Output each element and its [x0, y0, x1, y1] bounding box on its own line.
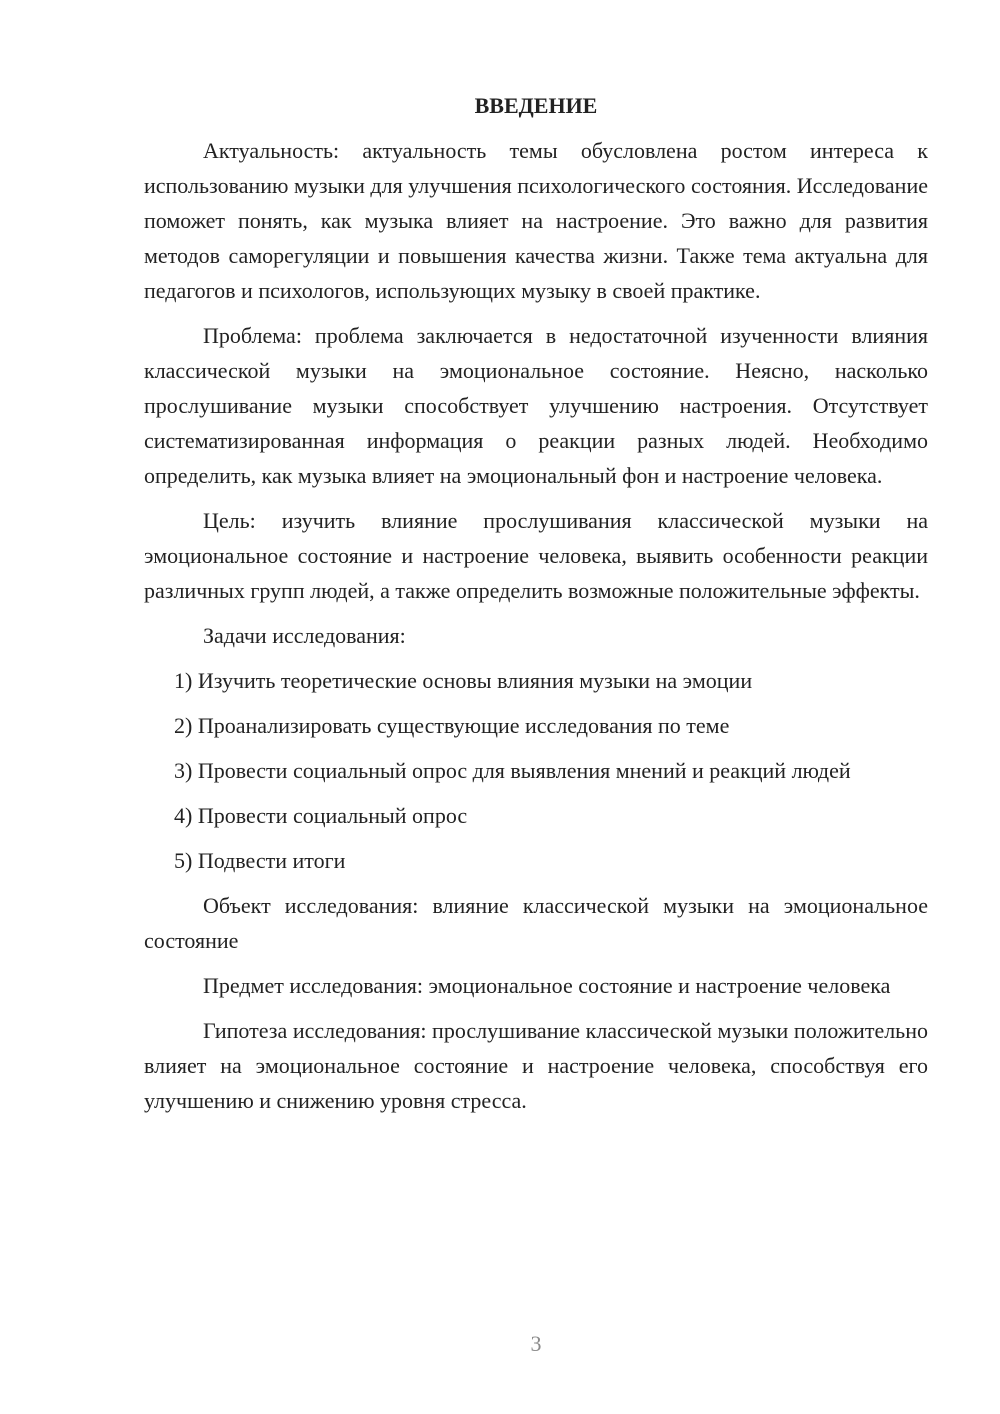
document-page [144, 88, 928, 1118]
task-item: 5) Подвести итоги [174, 848, 346, 873]
page-number: 3 [530, 1331, 542, 1356]
task-item: 2) Проанализировать существующие исследования по теме [174, 713, 730, 738]
task-item: 3) Провести социальный опрос для выявления мнений и реакций людей [174, 758, 851, 783]
goal-paragraph: Цель: изучить влияние прослушивания классической музыки на эмоциональное состояние и настроение человека, выявить особенности реакции различных групп людей, а также определить возможные положительные эффекты. [144, 508, 928, 603]
problem-paragraph: Проблема: проблема заключается в недостаточной изученности влияния классической музыки на эмоциональное состояние. Неясно, насколько прослушивание музыки способствует улучшению настроения. Отсутствует систематизированная информация о реакции разных людей. Необходимо определить, как музыка влияет на эмоциональный фон и настроение человека. [144, 323, 928, 488]
relevance-paragraph: Актуальность: актуальность темы обусловлена ростом интереса к использованию музыки для улучшения психологического состояния. Исследование поможет понять, как музыка влияет на настроение. Это важно для развития методов саморегуляции и повышения качества жизни. Также тема актуальна для педагогов и психологов, использующих музыку в своей практике. [144, 138, 928, 303]
tasks-list [144, 663, 928, 878]
task-item: 4) Провести социальный опрос [174, 803, 468, 828]
subject-paragraph: Предмет исследования: эмоциональное состояние и настроение человека [203, 973, 891, 998]
section-title: ВВЕДЕНИЕ [474, 93, 598, 118]
tasks-heading: Задачи исследования: [203, 623, 406, 648]
hypothesis-paragraph: Гипотеза исследования: прослушивание классической музыки положительно влияет на эмоциональное состояние и настроение человека, способствуя его улучшению и снижению уровня стресса. [144, 1018, 928, 1113]
object-paragraph: Объект исследования: влияние классической музыки на эмоциональное состояние [144, 893, 928, 953]
task-item: 1) Изучить теоретические основы влияния музыки на эмоции [174, 668, 753, 693]
